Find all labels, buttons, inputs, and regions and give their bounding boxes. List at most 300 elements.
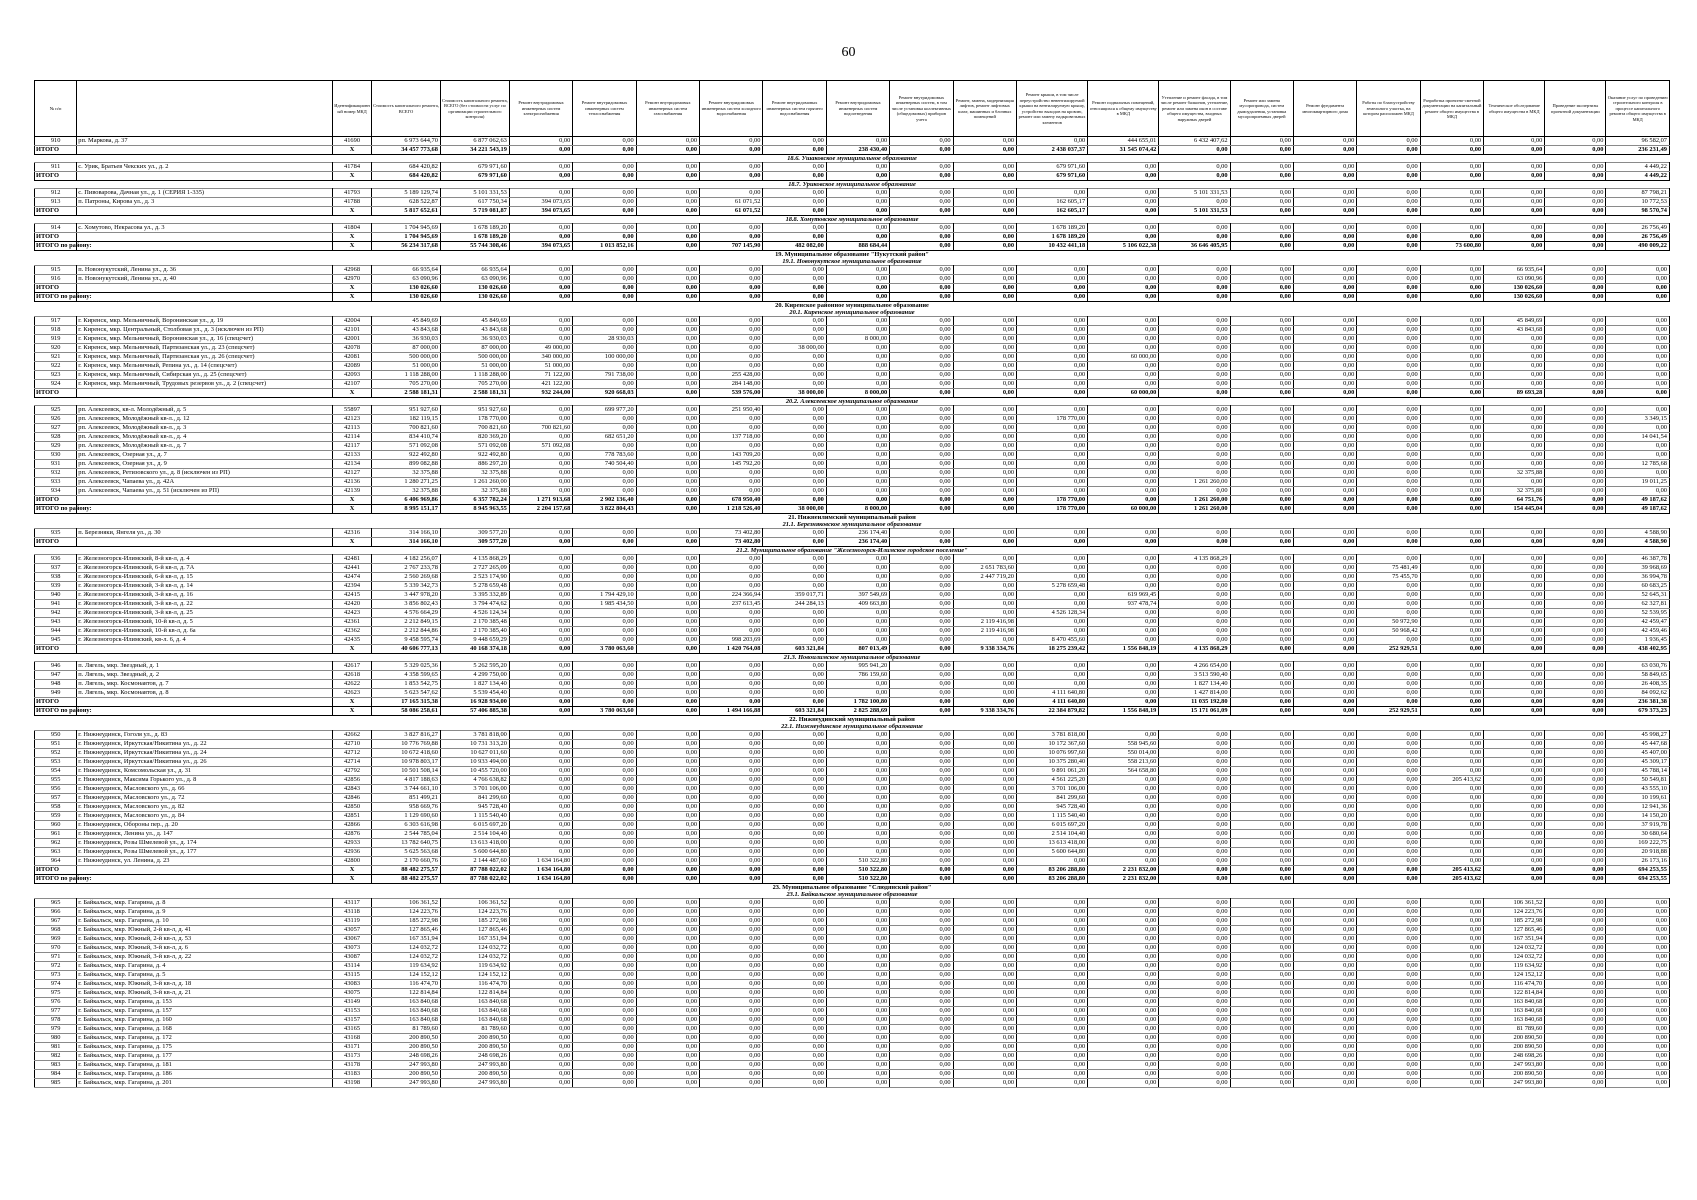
amount-cell: 1 118 288,00	[440, 371, 509, 380]
amount-cell: 2 170 660,76	[371, 857, 440, 866]
amount-cell: 0,00	[953, 207, 1016, 216]
amount-cell: 0,00	[763, 1043, 826, 1052]
address-cell	[77, 207, 333, 216]
amount-cell: 0,00	[1088, 406, 1159, 415]
amount-cell: 0,00	[1545, 1025, 1606, 1034]
section-heading-row	[35, 302, 1670, 310]
address-cell: п. Новонукутский, Ленина ул., д. 40	[77, 275, 333, 284]
amount-cell: 0,00	[1420, 707, 1483, 716]
amount-cell: 0,00	[1293, 1061, 1356, 1070]
amount-cell: 409 663,80	[826, 600, 889, 609]
column-header: Ремонт внутридомовых инженерных систем горячего водоснабжения	[763, 81, 826, 137]
amount-cell: 0,00	[1545, 496, 1606, 505]
amount-cell: 0,00	[1017, 1061, 1088, 1070]
amount-cell: 2 231 832,00	[1088, 875, 1159, 884]
amount-cell: 0,00	[763, 1016, 826, 1025]
amount-cell: 81 789,60	[1484, 1025, 1545, 1034]
amount-cell: 0,00	[636, 740, 699, 749]
amount-cell: 43 843,68	[440, 326, 509, 335]
row-number: 959	[35, 812, 77, 821]
amount-cell: 0,00	[1293, 293, 1356, 302]
amount-cell: 0,00	[763, 146, 826, 155]
amount-cell: 0,00	[1230, 1052, 1293, 1061]
amount-cell: 4 111 640,80	[1017, 698, 1088, 707]
amount-cell: 0,00	[1545, 821, 1606, 830]
amount-cell: 0,00	[763, 875, 826, 884]
amount-cell: 0,00	[1088, 207, 1159, 216]
amount-cell: 0,00	[573, 857, 636, 866]
amount-cell: 0,00	[1357, 478, 1420, 487]
amount-cell: 0,00	[1159, 857, 1230, 866]
total-label: ИТОГО по району:	[36, 505, 92, 512]
amount-cell: 0,00	[890, 609, 953, 618]
amount-cell: 6 303 616,98	[371, 821, 440, 830]
amount-cell: 998 203,69	[700, 636, 763, 645]
amount-cell: 0,00	[1545, 207, 1606, 216]
amount-cell: 0,00	[1484, 749, 1545, 758]
amount-cell: 0,00	[1293, 618, 1356, 627]
amount-cell: 0,00	[1420, 962, 1483, 971]
header-row	[35, 81, 1670, 137]
total-label: ИТОГО	[35, 284, 77, 293]
amount-cell: 247 993,80	[1484, 1079, 1545, 1088]
amount-cell: 100 000,00	[573, 353, 636, 362]
amount-cell: 0,00	[700, 146, 763, 155]
mkd-id-cell: 42117	[333, 442, 372, 451]
amount-cell: 119 634,92	[440, 962, 509, 971]
mkd-id-cell: X	[333, 645, 372, 654]
amount-cell: 0,00	[1357, 326, 1420, 335]
amount-cell: 5 625 563,68	[371, 848, 440, 857]
amount-cell: 0,00	[700, 731, 763, 740]
amount-cell: 0,00	[1293, 600, 1356, 609]
amount-cell: 0,00	[1293, 1070, 1356, 1079]
amount-cell: 0,00	[1545, 953, 1606, 962]
total-label: ИТОГО по району:	[36, 875, 92, 882]
amount-cell: 0,00	[953, 821, 1016, 830]
address-cell: п. Лягель, мкр. Звездный, д. 1	[77, 662, 333, 671]
total-label: ИТОГО	[35, 172, 77, 181]
amount-cell: 0,00	[953, 600, 1016, 609]
table-row	[35, 1025, 1670, 1034]
column-header: Стоимость капитального ремонта, ВСЕГО (без стоимости услуг по организации строительного контроля)	[440, 81, 509, 137]
amount-cell: 0,00	[890, 389, 953, 398]
amount-cell: 0,00	[573, 564, 636, 573]
amount-cell: 0,00	[573, 284, 636, 293]
amount-cell: 2 727 265,09	[440, 564, 509, 573]
amount-cell: 628 522,87	[371, 198, 440, 207]
amount-cell: 0,00	[509, 627, 572, 636]
amount-cell: 958 669,76	[371, 803, 440, 812]
amount-cell: 0,00	[1484, 335, 1545, 344]
amount-cell: 0,00	[890, 1025, 953, 1034]
address-cell	[77, 293, 333, 302]
amount-cell: 0,00	[953, 1061, 1016, 1070]
amount-cell: 163 840,68	[440, 998, 509, 1007]
amount-cell: 163 840,68	[1484, 1016, 1545, 1025]
amount-cell: 0,00	[1545, 1061, 1606, 1070]
mkd-id-cell: 42866	[333, 821, 372, 830]
amount-cell: 0,00	[573, 317, 636, 326]
address-cell	[77, 172, 333, 181]
amount-cell: 200 890,50	[440, 1043, 509, 1052]
amount-cell: 0,00	[1545, 582, 1606, 591]
amount-cell: 0,00	[1017, 538, 1088, 547]
amount-cell: 0,00	[509, 487, 572, 496]
amount-cell: 124 152,12	[371, 971, 440, 980]
amount-cell: 0,00	[1484, 839, 1545, 848]
amount-cell: 0,00	[1606, 317, 1670, 326]
amount-cell: 6 015 697,20	[1017, 821, 1088, 830]
amount-cell: 0,00	[1545, 371, 1606, 380]
amount-cell: 0,00	[1357, 908, 1420, 917]
amount-cell: 0,00	[573, 821, 636, 830]
row-number: 932	[35, 469, 77, 478]
amount-cell: 0,00	[1159, 839, 1230, 848]
amount-cell: 0,00	[826, 487, 889, 496]
amount-cell: 10 772,53	[1606, 198, 1670, 207]
amount-cell: 0,00	[890, 172, 953, 181]
table-row	[35, 935, 1670, 944]
amount-cell: 0,00	[826, 1052, 889, 1061]
amount-cell: 247 993,80	[440, 1079, 509, 1088]
amount-cell: 0,00	[1293, 926, 1356, 935]
address-cell: рп. Алексеевск, Молодёжный кв-л., д. 7	[77, 442, 333, 451]
amount-cell: 0,00	[890, 582, 953, 591]
amount-cell: 0,00	[636, 600, 699, 609]
amount-cell: 0,00	[1606, 1016, 1670, 1025]
mkd-id-cell: 43117	[333, 899, 372, 908]
amount-cell: 0,00	[826, 740, 889, 749]
amount-cell: 0,00	[763, 731, 826, 740]
amount-cell: 0,00	[763, 998, 826, 1007]
amount-cell: 0,00	[509, 1052, 572, 1061]
amount-cell: 0,00	[636, 794, 699, 803]
amount-cell: 0,00	[509, 591, 572, 600]
amount-cell: 0,00	[1293, 582, 1356, 591]
amount-cell: 5 101 331,53	[1159, 189, 1230, 198]
amount-cell: 0,00	[573, 1007, 636, 1016]
amount-cell: 0,00	[763, 451, 826, 460]
amount-cell: 0,00	[1159, 442, 1230, 451]
amount-cell: 106 361,52	[1484, 899, 1545, 908]
amount-cell: 0,00	[1357, 335, 1420, 344]
amount-cell: 0,00	[1484, 707, 1545, 716]
amount-cell: 0,00	[636, 415, 699, 424]
amount-cell: 1 261 260,00	[440, 478, 509, 487]
amount-cell: 0,00	[1606, 406, 1670, 415]
amount-cell: 0,00	[1230, 944, 1293, 953]
amount-cell: 0,00	[1293, 830, 1356, 839]
amount-cell: 0,00	[890, 707, 953, 716]
section-heading-row	[35, 716, 1670, 724]
amount-cell: 32 375,88	[1484, 469, 1545, 478]
amount-cell: 73 402,80	[700, 538, 763, 547]
amount-cell: 0,00	[1088, 424, 1159, 433]
amount-cell: 0,00	[1484, 478, 1545, 487]
amount-cell: 0,00	[1159, 172, 1230, 181]
address-cell: рп. Алексеевск, кв-л. Молодёжный, д. 5	[77, 406, 333, 415]
amount-cell: 0,00	[1545, 645, 1606, 654]
amount-cell: 0,00	[1606, 944, 1670, 953]
amount-cell: 0,00	[700, 680, 763, 689]
amount-cell: 0,00	[763, 776, 826, 785]
amount-cell: 0,00	[1545, 962, 1606, 971]
amount-cell: 0,00	[1159, 980, 1230, 989]
amount-cell: 0,00	[1484, 645, 1545, 654]
amount-cell: 0,00	[1159, 866, 1230, 875]
amount-cell: 0,00	[1606, 1025, 1670, 1034]
row-number: 970	[35, 944, 77, 953]
total-row	[35, 284, 1670, 293]
amount-cell: 0,00	[1293, 627, 1356, 636]
table-row	[35, 600, 1670, 609]
mkd-id-cell: X	[333, 172, 372, 181]
amount-cell: 0,00	[636, 971, 699, 980]
amount-cell: 0,00	[1088, 1061, 1159, 1070]
amount-cell: 0,00	[700, 284, 763, 293]
amount-cell: 421 122,00	[509, 380, 572, 389]
amount-cell: 0,00	[1293, 478, 1356, 487]
amount-cell: 0,00	[1420, 406, 1483, 415]
amount-cell: 0,00	[953, 866, 1016, 875]
amount-cell: 0,00	[1484, 848, 1545, 857]
amount-cell: 0,00	[1420, 451, 1483, 460]
amount-cell: 0,00	[826, 767, 889, 776]
amount-cell: 0,00	[1230, 962, 1293, 971]
amount-cell: 0,00	[826, 812, 889, 821]
table-row	[35, 662, 1670, 671]
amount-cell: 124 152,12	[440, 971, 509, 980]
amount-cell: 0,00	[1293, 953, 1356, 962]
address-cell: г. Железногорск-Илимский, 6-й кв-л, д. 15	[77, 573, 333, 582]
amount-cell: 0,00	[1357, 591, 1420, 600]
amount-cell: 0,00	[1420, 645, 1483, 654]
amount-cell: 0,00	[1484, 821, 1545, 830]
amount-cell: 0,00	[1230, 371, 1293, 380]
amount-cell: 0,00	[826, 293, 889, 302]
column-header: Ремонт внутридомовых инженерных систем холодного водоснабжения	[700, 81, 763, 137]
row-number: 964	[35, 857, 77, 866]
mkd-id-cell: X	[333, 207, 372, 216]
amount-cell: 0,00	[1088, 698, 1159, 707]
amount-cell: 5 623 547,62	[371, 689, 440, 698]
amount-cell: 0,00	[1484, 137, 1545, 146]
row-number: 979	[35, 1025, 77, 1034]
amount-cell: 32 375,88	[440, 469, 509, 478]
amount-cell: 0,00	[636, 406, 699, 415]
amount-cell: 0,00	[509, 582, 572, 591]
amount-cell: 0,00	[1293, 698, 1356, 707]
amount-cell: 0,00	[890, 917, 953, 926]
amount-cell: 0,00	[700, 172, 763, 181]
amount-cell: 0,00	[1017, 998, 1088, 1007]
amount-cell: 0,00	[1088, 680, 1159, 689]
amount-cell: 0,00	[1293, 424, 1356, 433]
amount-cell: 0,00	[890, 460, 953, 469]
address-cell	[77, 645, 333, 654]
amount-cell: 0,00	[1420, 671, 1483, 680]
amount-cell: 0,00	[636, 731, 699, 740]
amount-cell: 0,00	[890, 591, 953, 600]
amount-cell: 49 187,62	[1606, 505, 1670, 514]
amount-cell: 2 119 416,98	[953, 618, 1016, 627]
table-row	[35, 266, 1670, 275]
amount-cell: 0,00	[1357, 698, 1420, 707]
amount-cell: 200 890,50	[1484, 1034, 1545, 1043]
amount-cell: 0,00	[636, 953, 699, 962]
amount-cell: 0,00	[1545, 389, 1606, 398]
amount-cell: 0,00	[1230, 362, 1293, 371]
amount-cell: 679 971,60	[440, 163, 509, 172]
amount-cell: 0,00	[509, 848, 572, 857]
amount-cell: 0,00	[1293, 1025, 1356, 1034]
amount-cell: 0,00	[573, 899, 636, 908]
amount-cell: 0,00	[1159, 627, 1230, 636]
amount-cell: 0,00	[700, 776, 763, 785]
mkd-id-cell: 42618	[333, 671, 372, 680]
amount-cell: 0,00	[953, 749, 1016, 758]
amount-cell: 0,00	[763, 266, 826, 275]
amount-cell: 0,00	[953, 137, 1016, 146]
amount-cell: 0,00	[1420, 803, 1483, 812]
amount-cell: 0,00	[636, 767, 699, 776]
amount-cell: 0,00	[1484, 636, 1545, 645]
amount-cell: 124 032,72	[440, 944, 509, 953]
amount-cell: 0,00	[1293, 460, 1356, 469]
section-heading: 23.1. Байкальское муниципальное образование	[786, 891, 918, 898]
amount-cell: 0,00	[1606, 326, 1670, 335]
amount-cell: 0,00	[1230, 189, 1293, 198]
amount-cell: 1 427 814,00	[1159, 689, 1230, 698]
amount-cell: 1 280 271,25	[371, 478, 440, 487]
amount-cell: 786 159,60	[826, 671, 889, 680]
amount-cell: 0,00	[1159, 1052, 1230, 1061]
amount-cell: 0,00	[890, 662, 953, 671]
amount-cell: 5 278 659,48	[440, 582, 509, 591]
amount-cell: 0,00	[1545, 284, 1606, 293]
amount-cell: 0,00	[1088, 555, 1159, 564]
amount-cell: 36 930,03	[371, 335, 440, 344]
amount-cell: 0,00	[636, 146, 699, 155]
amount-cell: 0,00	[1293, 266, 1356, 275]
amount-cell: 87 788 022,02	[440, 866, 509, 875]
amount-cell: 0,00	[826, 266, 889, 275]
row-number: 946	[35, 662, 77, 671]
amount-cell: 0,00	[1357, 224, 1420, 233]
amount-cell: 0,00	[1159, 335, 1230, 344]
amount-cell: 0,00	[509, 812, 572, 821]
amount-cell: 0,00	[509, 1043, 572, 1052]
amount-cell: 0,00	[826, 1034, 889, 1043]
amount-cell: 0,00	[509, 1025, 572, 1034]
column-header: № п/п	[35, 81, 77, 137]
amount-cell: 0,00	[826, 207, 889, 216]
amount-cell: 124 032,72	[371, 953, 440, 962]
amount-cell: 0,00	[1293, 389, 1356, 398]
amount-cell: 0,00	[636, 645, 699, 654]
amount-cell: 0,00	[1017, 529, 1088, 538]
amount-cell: 0,00	[826, 989, 889, 998]
amount-cell: 0,00	[826, 636, 889, 645]
amount-cell: 38 000,00	[763, 389, 826, 398]
amount-cell: 0,00	[509, 662, 572, 671]
amount-cell: 0,00	[573, 998, 636, 1007]
mkd-id-cell: X	[333, 146, 372, 155]
amount-cell: 1 556 848,19	[1088, 645, 1159, 654]
amount-cell: 52 645,31	[1606, 591, 1670, 600]
amount-cell: 0,00	[1484, 767, 1545, 776]
amount-cell: 0,00	[636, 266, 699, 275]
amount-cell: 0,00	[573, 917, 636, 926]
amount-cell: 63 090,96	[1484, 275, 1545, 284]
total-label: ИТОГО по району:	[36, 242, 92, 249]
amount-cell: 0,00	[1545, 442, 1606, 451]
amount-cell: 0,00	[826, 627, 889, 636]
amount-cell: 38 000,00	[763, 344, 826, 353]
amount-cell: 0,00	[890, 935, 953, 944]
amount-cell: 0,00	[700, 1034, 763, 1043]
amount-cell: 0,00	[890, 380, 953, 389]
amount-cell: 0,00	[1159, 989, 1230, 998]
mkd-id-cell: X	[333, 233, 372, 242]
table-row	[35, 821, 1670, 830]
amount-cell: 0,00	[1545, 591, 1606, 600]
amount-cell: 2 438 037,37	[1017, 146, 1088, 155]
amount-cell: 0,00	[1230, 776, 1293, 785]
amount-cell: 0,00	[1230, 415, 1293, 424]
amount-cell: 0,00	[1420, 1025, 1483, 1034]
amount-cell: 0,00	[890, 1034, 953, 1043]
amount-cell: 0,00	[1230, 442, 1293, 451]
amount-cell: 73 600,80	[1420, 242, 1483, 251]
amount-cell: 0,00	[1293, 1016, 1356, 1025]
amount-cell: 0,00	[1230, 424, 1293, 433]
amount-cell: 0,00	[1017, 1052, 1088, 1061]
amount-cell: 0,00	[953, 487, 1016, 496]
amount-cell: 0,00	[953, 908, 1016, 917]
amount-cell: 163 840,68	[440, 1007, 509, 1016]
amount-cell: 0,00	[1484, 627, 1545, 636]
amount-cell: 3 827 816,27	[371, 731, 440, 740]
amount-cell: 0,00	[826, 371, 889, 380]
amount-cell: 0,00	[573, 812, 636, 821]
amount-cell: 2 170 385,48	[440, 618, 509, 627]
amount-cell: 0,00	[1420, 1052, 1483, 1061]
table-row	[35, 406, 1670, 415]
amount-cell: 0,00	[763, 317, 826, 326]
amount-cell: 0,00	[1293, 989, 1356, 998]
amount-cell: 0,00	[1017, 971, 1088, 980]
amount-cell: 26 756,49	[1606, 224, 1670, 233]
amount-cell: 0,00	[826, 1079, 889, 1088]
table-row	[35, 917, 1670, 926]
amount-cell: 0,00	[1545, 803, 1606, 812]
amount-cell: 50 549,81	[1606, 776, 1670, 785]
amount-cell: 0,00	[573, 1061, 636, 1070]
amount-cell: 0,00	[953, 980, 1016, 989]
address-cell: г. Байкальск, мкр. Гагарина, д. 10	[77, 917, 333, 926]
amount-cell: 0,00	[1357, 935, 1420, 944]
amount-cell: 0,00	[1088, 821, 1159, 830]
amount-cell: 20 918,88	[1606, 848, 1670, 857]
amount-cell: 0,00	[1606, 487, 1670, 496]
row-number: 944	[35, 627, 77, 636]
amount-cell: 0,00	[573, 538, 636, 547]
amount-cell: 0,00	[509, 284, 572, 293]
amount-cell: 0,00	[1420, 848, 1483, 857]
amount-cell: 11 035 192,80	[1159, 698, 1230, 707]
